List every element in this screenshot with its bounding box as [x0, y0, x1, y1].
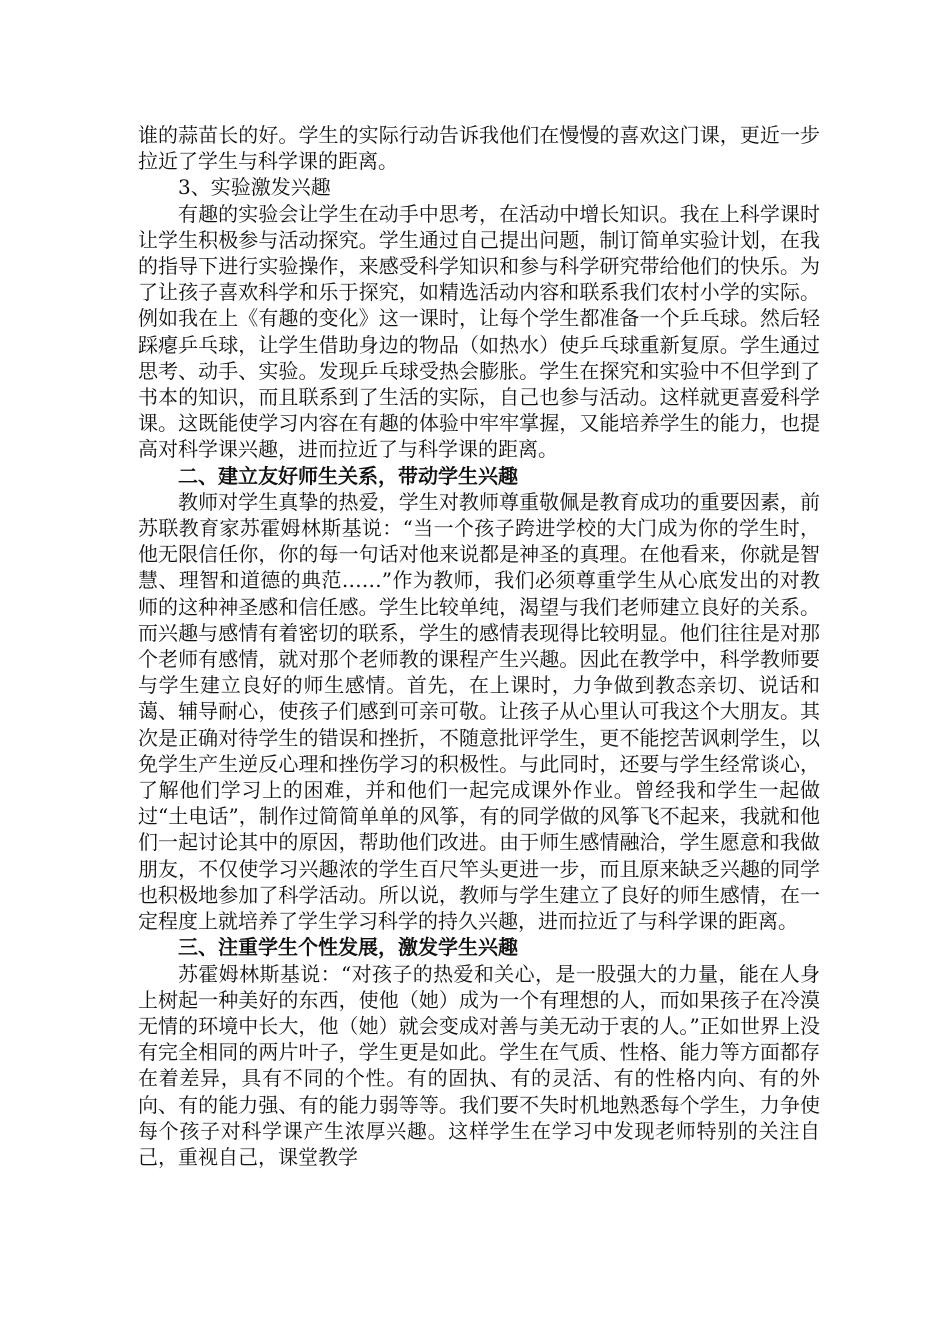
document-body	[138, 122, 820, 1170]
paragraph-continuation: 谁的蒜苗长的好。学生的实际行动告诉我他们在慢慢的喜欢这门课，更近一步拉近了学生与科学课的距离。	[138, 123, 820, 174]
paragraph-experiment: 有趣的实验会让学生在动手中思考，在活动中增长知识。我在上科学课时让学生积极参与活动探究。学生通过自己提出问题，制订简单实验计划，在我的指导下进行实验操作，来感受科学知识和参与科学研究带给他们的快乐。为了让孩子喜欢科学和乐于探究，如精选活动内容和联系我们农村小学的实际。例如我在上《有趣的变化》这一课时，让每个学生都准备一个乒乓球。然后轻踩瘪乒乓球，让学生借助身边的物品（如热水）使乒乓球重新复原。学生通过思考、动手、实验。发现乒乓球受热会膨胀。学生在探究和实验中不但学到了书本的知识，而且联系到了生活的实际，自己也参与活动。这样就更喜爱科学课。这既能使学习内容在有趣的体验中牢牢掌握，又能培养学生的能力，也提高对科学课兴趣，进而拉近了与科学课的距离。	[138, 201, 820, 462]
paragraph-individuality: 苏霍姆林斯基说：“对孩子的热爱和关心，是一股强大的力量，能在人身上树起一种美好的东西，使他（她）成为一个有理想的人，而如果孩子在冷漠无情的环境中长大，他（她）就会变成对善与美无动于衷的人。”正如世界上没有完全相同的两片叶子，学生更是如此。学生在气质、性格、能力等方面都存在着差异，具有不同的个性。有的固执、有的灵活、有的性格内向、有的外向、有的能力强、有的能力弱等等。我们要不失时机地熟悉每个学生，力争使每个孩子对科学课产生浓厚兴趣。这样学生在学习中发现老师特别的关注自己，重视自己，课堂教学	[138, 961, 820, 1169]
section-heading-three: 三、注重学生个性发展，激发学生兴趣	[178, 935, 518, 960]
subsection-heading-experiment: 3、实验激发兴趣	[178, 175, 331, 200]
section-heading-two: 二、建立友好师生关系，带动学生兴趣	[178, 463, 518, 488]
paragraph-teacher-student: 教师对学生真挚的热爱，学生对教师尊重敬佩是教育成功的重要因素，前苏联教育家苏霍姆林斯基说：“当一个孩子跨进学校的大门成为你的学生时，他无限信任你，你的每一句话对他来说都是神圣的真理。在他看来，你就是智慧、理智和道德的典范……”作为教师，我们必须尊重学生从心底发出的对教师的这种神圣感和信任感。学生比较单纯，渴望与我们老师建立良好的关系。而兴趣与感情有着密切的联系，学生的感情表现得比较明显。他们往往是对那个老师有感情，就对那个老师教的课程产生兴趣。因此在教学中，科学教师要与学生建立良好的师生感情。首先，在上课时，力争做到教态亲切、说话和蔼、辅导耐心，使孩子们感到可亲可敬。让孩子从心里认可我这个大朋友。其次是正确对待学生的错误和挫折，不随意批评学生，更不能挖苦讽刺学生，以免学生产生逆反心理和挫伤学习的积极性。与此同时，还要与学生经常谈心，了解他们学习上的困难，并和他们一起完成课外作业。曾经我和学生一起做过“土电话”，制作过简简单单的风筝，有的同学做的风筝飞不起来，我就和他们一起讨论其中的原因，帮助他们改进。由于师生感情融洽，学生愿意和我做朋友，不仅使学习兴趣浓的学生百尺竿头更进一步，而且原来缺乏兴趣的同学也积极地参加了科学活动。所以说，教师与学生建立了良好的师生感情，在一定程度上就培养了学生学习科学的持久兴趣，进而拉近了与科学课的距离。	[138, 489, 820, 934]
